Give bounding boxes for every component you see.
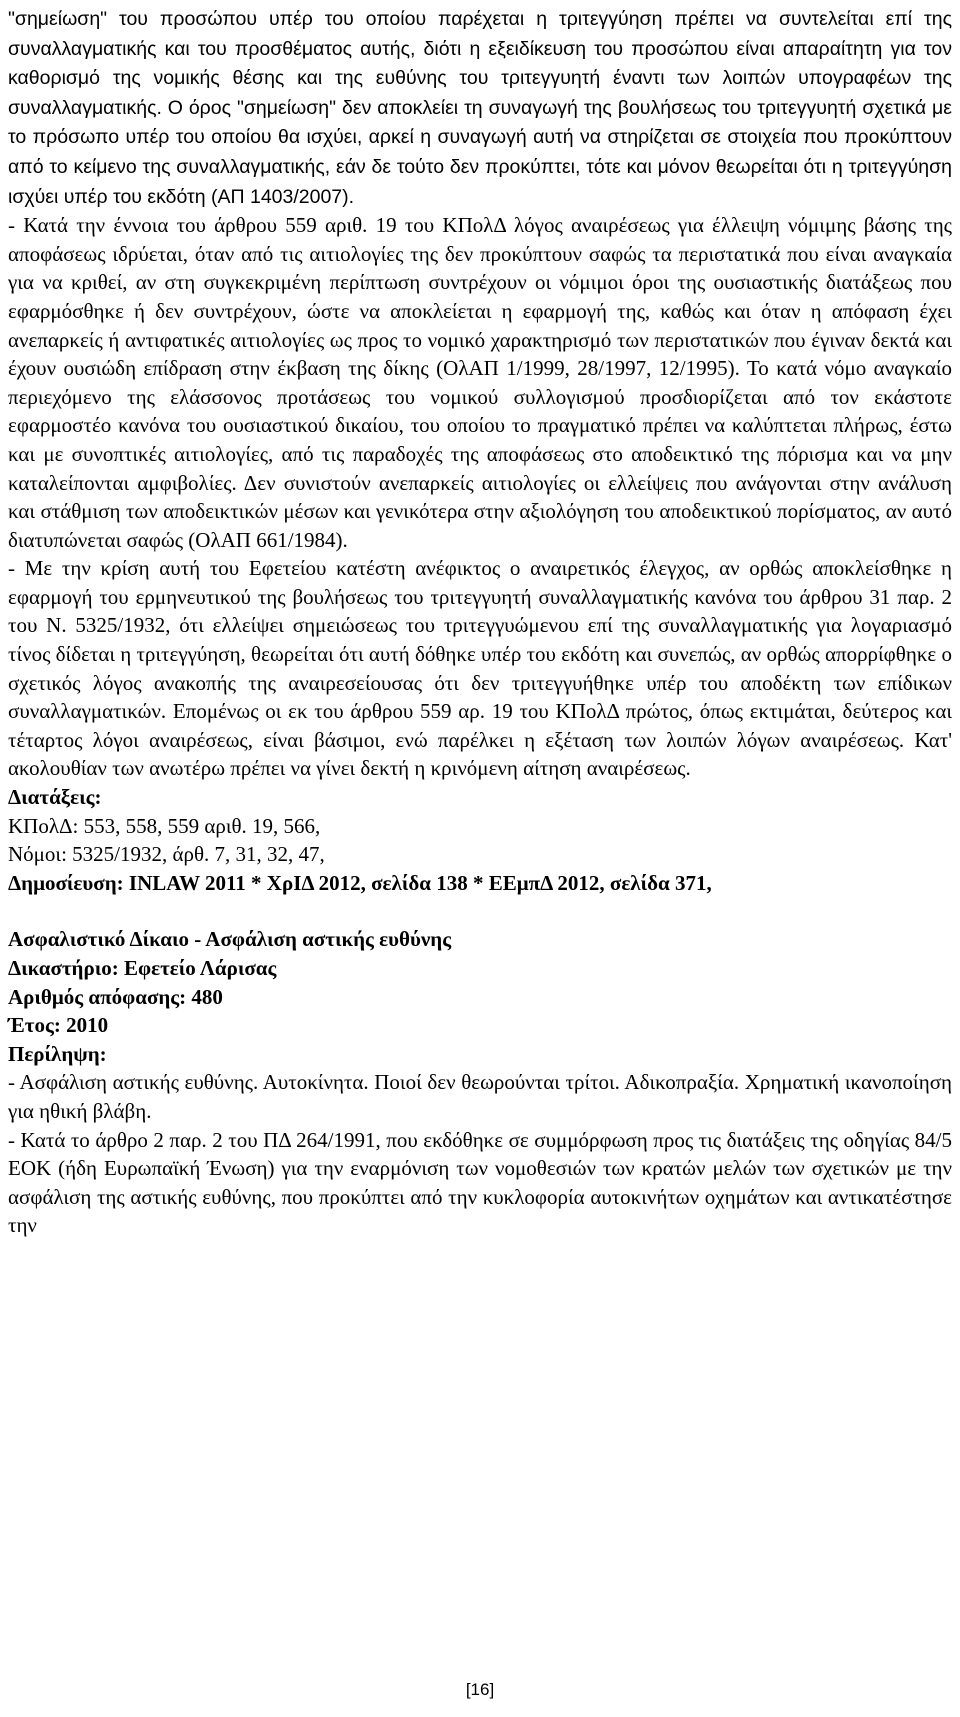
paragraph-intro <box>8 4 952 211</box>
decision-line <box>8 983 952 1012</box>
court-line <box>8 954 952 983</box>
paragraph-legal-basis: - Κατά την έννοια του άρθρου 559 αριθ. 19 του ΚΠολΔ λόγος αναιρέσεως για έλλειψη νόμιμης βάσης της αποφάσεως ιδρύεται, όταν από τις αιτιολογίες της δεν προκύπτουν σαφώς τα περιστατικά που είναι αναγκαία για να κριθεί, αν στη συγκεκριμένη περίπτωση συντρέχουν οι νόμιμοι όροι της ουσιαστικής διατάξεως που εφαρμόσθηκε ή δεν συντρέχουν, ώστε να αποκλείεται η εφαρμογή της, καθώς και όταν η απόφαση έχει ανεπαρκείς ή αντιφατικές αιτιολογίες ως προς το νομικό χαρακτηρισμό των περιστατικών που έγιναν δεκτά και έχουν ουσιώδη επίδραση στην έκβαση της δίκης (ΟλΑΠ 1/1999, 28/1997, 12/1995). Το κατά νόμο αναγκαίο περιεχόμενο της ελάσσονος προτάσεως του νομικού συλλογισμού προσδιορίζεται από τον εκάστοτε εφαρμοστέο κανόνα του ουσιαστικού δικαίου, του οποίου το πραγματικό πρέπει να καλύπτεται πλήρως, έστω και με συνοπτικές αιτιολογίες, από τις παραδοχές της αποφάσεως στο αποδεικτικό της πόρισμα και να μην καταλείπονται αμφιβολίες. Δεν συνιστούν ανεπαρκείς αιτιολογίες οι ελλείψεις που ανάγονται στην ανάλυση και στάθμιση των αποδεικτικών μέσων και γενικότερα στην αξιολόγηση του αποδεικτικού πορίσματος, αν αυτό διατυπώνεται σαφώς (ΟλΑΠ 661/1984). <box>8 213 952 552</box>
summary-paragraph-1: - Ασφάλιση αστικής ευθύνης. Αυτοκίνητα. Ποιοί δεν θεωρούνται τρίτοι. Αδικοπραξία. Χρηματική ικανοποίηση για ηθική βλάβη. <box>8 1070 952 1123</box>
provisions-line-2: Νόμοι: 5325/1932, άρθ. 7, 31, 32, 47, <box>8 842 325 867</box>
section-gap <box>8 897 952 925</box>
paragraph-court-ruling: - Με την κρίση αυτή του Εφετείου κατέστη ανέφικτος ο αναιρετικός έλεγχος, αν ορθώς αποκλείσθηκε η εφαρμογή του ερμηνευτικού της βουλήσεως του τριτεγγυητή συναλλαγματικής κανόνα του άρθρου 31 παρ. 2 του Ν. 5325/1932, ότι ελλείψει σημειώσεως του τριτεγγυώμενου επί της συναλλαγματικής για λογαριασμό τίνος δίδεται η τριτεγγύηση, θεωρείται ότι αυτή δόθηκε υπέρ του εκδότη και συνεπώς, αν ορθώς απορρίφθηκε ο σχετικός λόγος ανακοπής της αναιρεσείουσας ότι δεν τριτεγγυήθηκε υπέρ του αποδέκτη των επίδικων συναλλαγματικών. Επομένως οι εκ του άρθρου 559 αρ. 19 του ΚΠολΔ πρώτος, όπως εκτιμάται, δεύτερος και τέταρτος λόγοι αναιρέσεως, είναι βάσιμοι, ενώ παρέλκει η εξέταση των λοιπών λόγων αναιρέσεως. Κατ' ακολουθίαν των ανωτέρω πρέπει να γίνει δεκτή η κρινόμενη αίτηση αναιρέσεως. <box>8 556 952 781</box>
page-number: [16] <box>465 1680 495 1699</box>
intro-text: "σημείωση" του προσώπου υπέρ του οποίου παρέχεται η τριτεγγύηση πρέπει να συντελείται επί της συναλλαγματικής και του προσθέματος αυτής, διότι η εξειδίκευση του προσώπου είναι απαραίτητη για τον καθορισμό της νομικής θέσης και της ευθύνης του τριτεγγυητή έναντι των λοιπών υπογραφέων της συναλλαγματικής. <box>8 8 952 119</box>
intro-text-2: Ο όρος "σημείωση" δεν αποκλείει τη συναγωγή της βουλήσεως του τριτεγγυητή σχετικά με το πρόσωπο υπέρ του οποίου θα ισχύει, αρκεί η συναγωγή αυτή να στηρίζεται σε στοιχεία που προκύπτουν από το κείμενο της συναλλαγματικής, εάν δε τούτο δεν προκύπτει, τότε και μόνον θεωρείται ότι η τριτεγγύηση ισχύει υπέρ του εκδότη (ΑΠ 1403/2007). <box>8 96 952 208</box>
summary-paragraph-2: - Κατά το άρθρο 2 παρ. 2 του ΠΔ 264/1991, που εκδόθηκε σε συμμόρφωση προς τις διατάξεις της οδηγίας 84/5 ΕΟΚ (ήδη Ευρωπαϊκή Ένωση) για την εναρμόνιση των νομοθεσιών των κρατών μελών των σχετικών με την ασφάλιση της αστικής ευθύνης, που προκύπτει από την κυκλοφορία αυτοκινήτων οχημάτων και αντικατέστησε την <box>8 1127 952 1238</box>
summary-label: Περίληψη: <box>8 1041 107 1066</box>
publication-value: INLAW 2011 * ΧρΙΔ 2012, σελίδα 138 * ΕΕμπΔ 2012, σελίδα 371, <box>123 870 712 895</box>
year-label: Έτος: <box>8 1013 61 1038</box>
year-line <box>8 1011 952 1040</box>
section-title: Ασφαλιστικό Δίκαιο - Ασφάλιση αστικής ευθύνης <box>8 927 452 952</box>
publication-line <box>8 869 952 898</box>
year-value: 2010 <box>60 1013 109 1038</box>
court-label: Δικαστήριο: <box>8 956 119 980</box>
decision-value: 480 <box>186 984 223 1009</box>
decision-label: Αριθμός απόφασης: <box>8 984 187 1009</box>
court-value: Εφετείο Λάρισας <box>118 956 277 980</box>
publication-label: Δημοσίευση: <box>8 870 124 895</box>
provisions-line-1: ΚΠολΔ: 553, 558, 559 αριθ. 19, 566, <box>8 813 321 838</box>
provisions-label: Διατάξεις: <box>8 785 102 810</box>
